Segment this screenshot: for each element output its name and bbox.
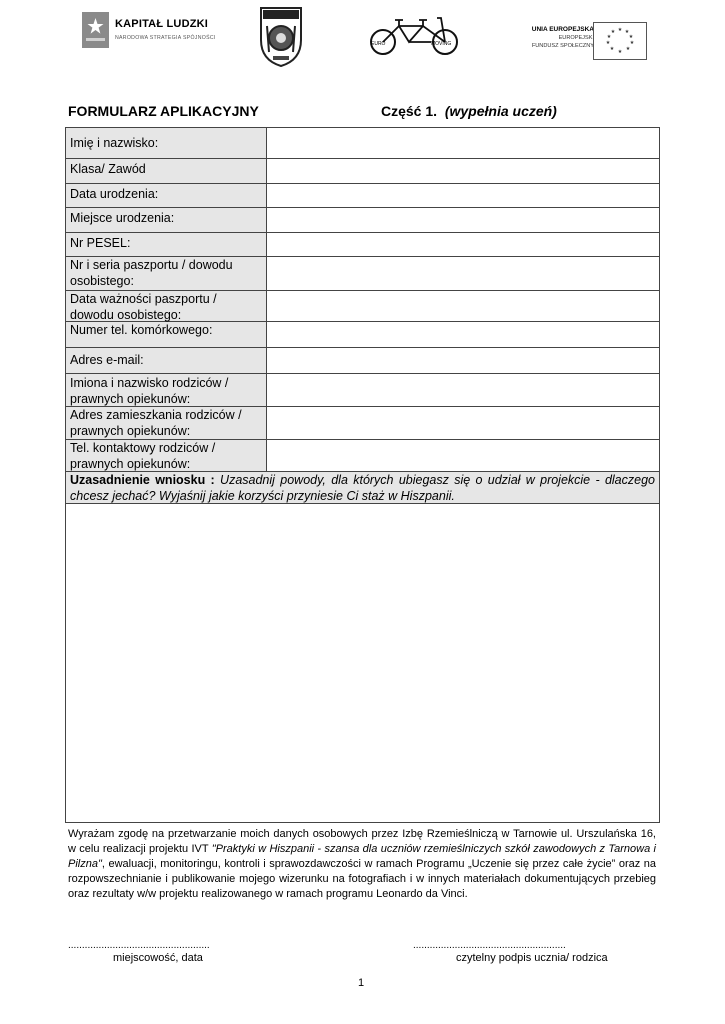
svg-text:★: ★ <box>606 34 612 40</box>
parents-phone-field[interactable] <box>267 440 660 471</box>
parents-names-field[interactable] <box>267 374 660 406</box>
email-field[interactable] <box>267 348 660 373</box>
eu-flag-icon <box>593 22 647 60</box>
form-part-note: (wypełnia uczeń) <box>444 103 557 119</box>
signature-label: czytelny podpis ucznia/ rodzica <box>456 952 608 964</box>
form-label: Imię i nazwisko: <box>65 128 267 158</box>
svg-text:★: ★ <box>617 27 623 33</box>
kapital-ludzki-title: KAPITAŁ LUDZKI <box>115 18 209 30</box>
svg-text:★: ★ <box>609 46 615 52</box>
signature-line[interactable]: ....................................................... <box>413 940 566 951</box>
parents-address-field[interactable] <box>267 407 660 439</box>
consent-text-part1: Wyrażam zgodę na przetwarzanie moich danych osobowych przez Izbę Rzemieślniczą w Tarnowie ul. Urszulańska 16, w celu realizacji projektu IVT <box>68 828 656 855</box>
form-row-name <box>65 128 660 159</box>
form-label: Klasa/ Zawód <box>65 159 267 183</box>
form-label: Adres zamieszkania rodziców / prawnych opiekunów: <box>65 407 267 439</box>
pesel-field[interactable] <box>267 233 660 256</box>
kapital-ludzki-emblem-icon <box>82 12 109 48</box>
form-row-email <box>65 348 660 374</box>
name-field[interactable] <box>267 128 660 158</box>
form-label: Tel. kontaktowy rodziców / prawnych opiekunów: <box>65 440 267 471</box>
justification-answer-area[interactable] <box>65 504 660 823</box>
kapital-ludzki-subtitle: NARODOWA STRATEGIA SPÓJNOŚCI <box>115 35 216 41</box>
consent-project-title: "Praktyki w Hiszpanii - szansa dla uczniów rzemieślniczych szkół zawodowych z Tarnowa i Pilzna" <box>68 843 656 870</box>
justification-instructions: Uzasadnij powody, dla których ubiegasz się o udział w projekcie - dlaczego chcesz jechać? Wyjaśnij jakie korzyści przyniesie Ci staż w Hiszpanii. <box>70 473 655 503</box>
passport-expiry-field[interactable] <box>267 291 660 321</box>
svg-text:★: ★ <box>610 29 616 35</box>
application-form-table <box>65 127 660 823</box>
svg-text:★: ★ <box>624 29 630 35</box>
svg-text:★: ★ <box>605 40 611 46</box>
guild-crest-logo <box>255 4 307 68</box>
form-label: Nr i seria paszportu / dowodu osobistego: <box>65 257 267 290</box>
consent-text-part2: , ewaluacji, monitoringu, kontroli i sprawozdawczości w ramach Programu „Uczenie się przez całe życie” oraz na rozpowszechnianie i publikowanie mojego wizerunku na fotografiach i w innych materiałach dokumentujących przebieg oraz rezultaty w/w projektu realizowanego w ramach programu Leonardo da Vinci. <box>68 858 656 900</box>
form-row-passport-expiry <box>65 291 660 322</box>
form-label: Nr PESEL: <box>65 233 267 256</box>
svg-text:★: ★ <box>617 49 623 55</box>
place-date-label: miejscowość, data <box>113 952 203 964</box>
form-row-justification <box>65 472 660 504</box>
form-row-birth-date <box>65 184 660 208</box>
place-date-signature-line[interactable]: ................................................... <box>68 940 210 951</box>
form-row-pesel <box>65 233 660 257</box>
class-profession-field[interactable] <box>267 159 660 183</box>
eu-line2: EUROPEJSKI <box>558 35 594 41</box>
form-row-mobile <box>65 322 660 348</box>
data-processing-consent <box>68 827 656 902</box>
euromoving-tandem-logo <box>365 8 465 56</box>
page-number: 1 <box>358 977 365 989</box>
mobile-phone-field[interactable] <box>267 322 660 347</box>
svg-text:★: ★ <box>628 34 634 40</box>
form-label: Numer tel. komórkowego: <box>65 322 267 347</box>
form-label: Data urodzenia: <box>65 184 267 207</box>
bike-left-text: EURO <box>371 41 386 47</box>
form-row-passport <box>65 257 660 291</box>
form-label: Data ważności paszportu / dowodu osobistego: <box>65 291 267 321</box>
bike-right-text: MOVING <box>431 41 452 47</box>
svg-text:★: ★ <box>625 46 631 52</box>
form-row-birth-place <box>65 208 660 233</box>
form-row-parents-address <box>65 407 660 440</box>
form-part-heading: Część 1. (wypełnia uczeń) <box>381 103 557 119</box>
form-row-class <box>65 159 660 184</box>
form-row-parents-names <box>65 374 660 407</box>
eu-line1: UNIA EUROPEJSKA <box>531 26 594 33</box>
kapital-ludzki-logo <box>82 10 216 50</box>
form-label: Adres e-mail: <box>65 348 267 373</box>
eu-line3: FUNDUSZ SPOŁECZNY <box>531 43 594 49</box>
form-title: FORMULARZ APLIKACYJNY <box>68 103 259 119</box>
birth-date-field[interactable] <box>267 184 660 207</box>
form-label: Miejsce urodzenia: <box>65 208 267 232</box>
passport-number-field[interactable] <box>267 257 660 290</box>
birth-place-field[interactable] <box>267 208 660 232</box>
justification-label: Uzasadnienie wniosku : <box>70 473 215 487</box>
justification-prompt <box>65 472 660 503</box>
form-part-label: Część 1 <box>381 103 434 119</box>
form-label: Imiona i nazwisko rodziców / prawnych opiekunów: <box>65 374 267 406</box>
form-row-parents-phone <box>65 440 660 472</box>
eu-text-block <box>510 26 594 56</box>
svg-text:★: ★ <box>629 40 635 46</box>
